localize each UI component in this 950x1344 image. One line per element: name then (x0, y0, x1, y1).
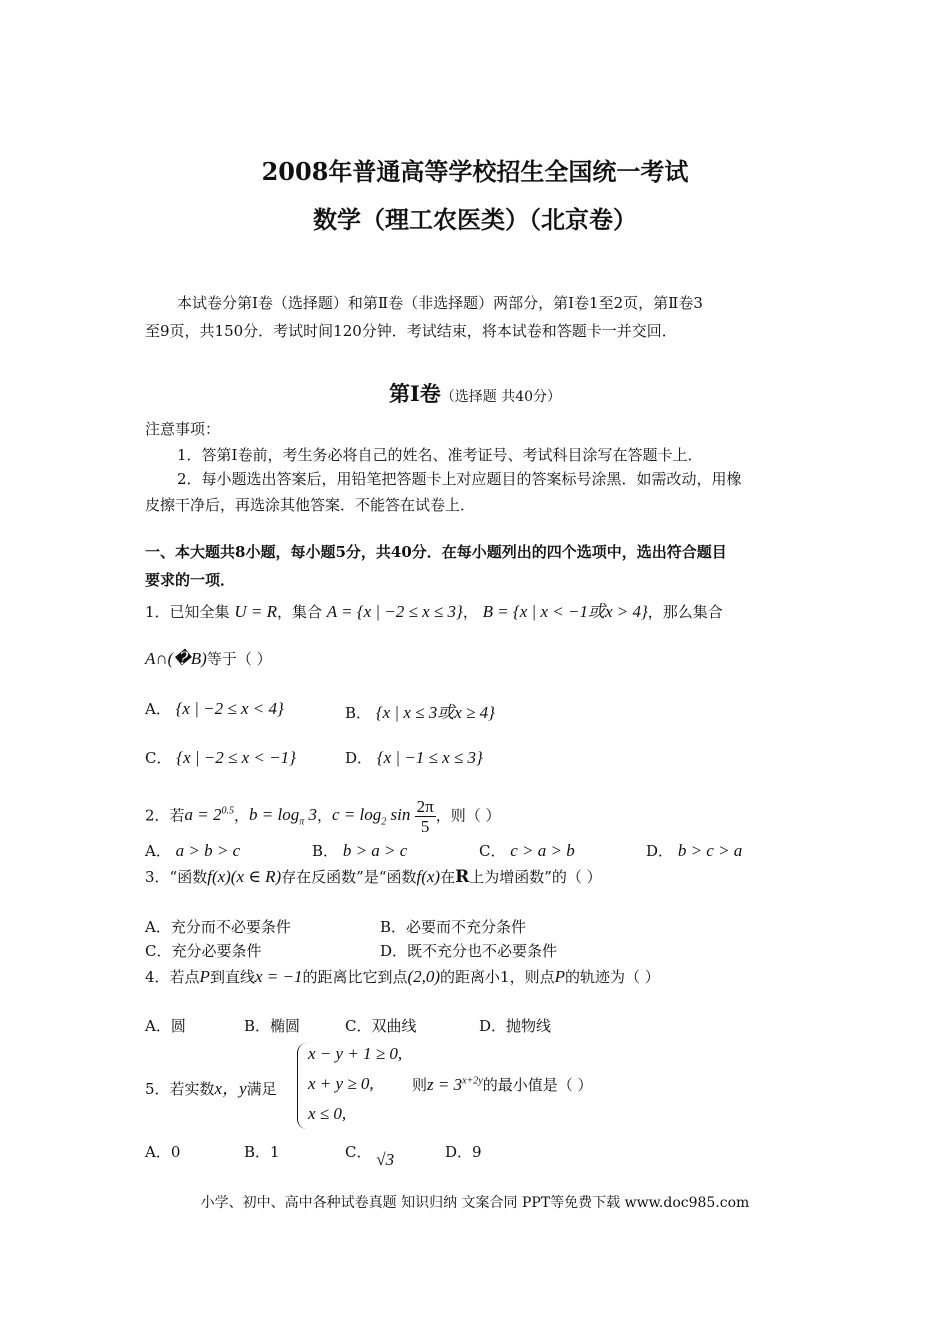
q2-c-base: 2 (381, 816, 387, 828)
q5-text2: 满足 (246, 1080, 277, 1098)
q1-option-c-value: {x | −2 ≤ x < −1} (176, 748, 296, 767)
q3-stem-text: 3．“函数 (145, 868, 208, 886)
q5-constraint2: x + y ≥ 0, (308, 1074, 374, 1093)
q1-text5: 等于（ ） (206, 650, 272, 668)
q2-c-log: c = log (332, 805, 382, 825)
q4-option-d: D．抛物线 (479, 1017, 552, 1035)
q2-c-denominator: 5 (420, 817, 430, 836)
q3-function1: f(x)(x ∈ R) (207, 867, 282, 886)
q4-fixed-point: (2,0) (407, 967, 441, 986)
q4-option-b: B．椭圆 (244, 1017, 301, 1035)
part1-note: （选择题 共40分） (440, 389, 562, 405)
q4-text4: 的距离小1，则点 (440, 968, 555, 986)
notice-item2-line1: 2．每小题选出答案后，用铅笔把答题卡上对应题目的答案标号涂黑．如需改动，用橡 (177, 470, 742, 488)
q2-stem-text: 2．若 (145, 806, 185, 825)
q4-stem-text: 4．若点 (145, 968, 200, 986)
intro-line1: 本试卷分第Ⅰ卷（选择题）和第Ⅱ卷（非选择题）两部分，第Ⅰ卷1至2页，第Ⅱ卷3 (177, 294, 703, 312)
q1-option-d-label: D． (345, 749, 373, 767)
q3-text2: 存在反函数”是“函数 (281, 868, 417, 886)
q5-z-exponent: x+2y (462, 1075, 483, 1087)
q2-option-d-value: b > c > a (677, 841, 743, 860)
page-footer: 小学、初中、高中各种试卷真题 知识归纳 文案合同 PPT等免费下载 www.doc985.com (200, 1195, 750, 1211)
q4-text3: 的距离比它到点 (302, 968, 408, 986)
q1-option-b (345, 698, 495, 723)
q2-option-d (646, 840, 742, 861)
q3-option-b: B．必要而不充分条件 (380, 918, 527, 936)
q5-text4: 的最小值是（ ） (482, 1076, 593, 1094)
q4-text5: 的轨迹为（ ） (564, 968, 660, 986)
q2-a (185, 805, 234, 824)
part1-heading (0, 378, 950, 408)
q2-c-numerator: 2π (416, 797, 434, 816)
q2-option-c-label: C． (479, 842, 506, 860)
q4-option-a: A．圆 (145, 1017, 186, 1035)
q2-b-arg: 3 (308, 805, 318, 825)
q2-c-fraction (415, 797, 436, 836)
q3-stem (145, 866, 602, 887)
q1-expression: A∩(�B) (145, 649, 207, 668)
q2-sep1: ， (234, 806, 250, 825)
intro-line2: 至9页，共150分．考试时间120分钟．考试结束，将本试卷和答题卡一并交回． (145, 322, 677, 340)
q2-option-a-label: A． (145, 842, 171, 860)
section1-line2: 要求的一项． (145, 571, 236, 589)
q5-stem-text: 5．若实数 (145, 1080, 215, 1098)
q1-universal-set: U = R (234, 602, 277, 621)
q1-text3: ， (462, 603, 478, 621)
part1-title: 第Ⅰ卷 (388, 381, 441, 406)
q3-function2: f(x) (416, 867, 441, 886)
q1-option-b-value: {x | x ≤ 3或x ≥ 4} (375, 703, 495, 722)
q4-stem (145, 966, 660, 987)
q2-c (332, 797, 436, 836)
q1-option-a (145, 698, 284, 719)
notice-item1: 1．答第Ⅰ卷前，考生务必将自己的姓名、准考证号、考试科目涂写在答题卡上． (177, 446, 703, 464)
q5-text3: 则 (412, 1076, 428, 1094)
q2-option-c-value: c > a > b (510, 841, 575, 860)
q2-option-c (479, 840, 575, 861)
q2-a-base: a = 2 (184, 805, 222, 825)
q1-option-a-label: A． (145, 700, 171, 718)
q5-option-b: B．1 (244, 1143, 280, 1161)
exam-title: 2008年普通高等学校招生全国统一考试 (261, 157, 689, 186)
q5-stem (145, 1074, 277, 1099)
q1-option-c (145, 747, 296, 768)
q2-option-b-label: B． (312, 842, 339, 860)
q1-option-b-label: B． (345, 704, 372, 722)
q5-option-c-value: √3 (376, 1150, 395, 1169)
q4-text2: 到直线 (209, 968, 255, 986)
q1-set-b: B = {x | x < −1或x > 4} (482, 602, 648, 621)
q2-sep2: ， (317, 806, 333, 825)
q3-text3: 在 (440, 868, 456, 886)
q2-option-a (145, 840, 240, 861)
q5-constraint3: x ≤ 0, (308, 1104, 347, 1123)
exam-subtitle: 数学（理工农医类）（北京卷） (313, 205, 637, 234)
section1-line1: 一、本大题共8小题，每小题5分，共40分．在每小题列出的四个选项中，选出符合题目 (145, 543, 727, 561)
q4-line: x = −1 (254, 967, 303, 986)
q2-c-sin: sin (390, 805, 411, 825)
q2-b (249, 805, 318, 828)
q2-option-b-value: b > a > c (342, 841, 408, 860)
q1-text2: ，集合 (276, 603, 322, 621)
q5-variables: x，y (214, 1079, 247, 1098)
q5-system-brace (297, 1043, 308, 1129)
q4-point-p2: P (554, 967, 565, 986)
q1-option-a-value: {x | −2 ≤ x < 4} (175, 699, 284, 718)
q5-option-a: A．0 (145, 1143, 181, 1161)
q1-option-d-value: {x | −1 ≤ x ≤ 3} (376, 748, 483, 767)
q1-text4: ，那么集合 (647, 603, 723, 621)
q5-option-c-label: C． (345, 1143, 372, 1161)
q4-option-c: C．双曲线 (345, 1017, 417, 1035)
q2-option-a-value: a > b > c (175, 841, 241, 860)
q1-option-c-label: C． (145, 749, 172, 767)
notice-item2-line2: 皮擦干净后，再选涂其他答案．不能答在试卷上． (145, 496, 476, 514)
q2-b-base: π (299, 816, 305, 828)
q5-z-base: z = 3 (427, 1075, 463, 1094)
q1-option-d (345, 747, 483, 768)
q2-a-exponent: 0.5 (221, 805, 235, 817)
q5-constraint1: x − y + 1 ≥ 0, (308, 1044, 403, 1063)
q1-stem-line2 (145, 648, 272, 669)
notice-label: 注意事项： (145, 420, 221, 438)
q1-set-a: A = {x | −2 ≤ x ≤ 3} (326, 602, 463, 621)
q5-option-c (345, 1141, 395, 1169)
q3-text4: 上为增函数”的（ ） (469, 868, 602, 886)
q1-stem (145, 597, 723, 622)
q4-point-p: P (199, 967, 210, 986)
q2-option-b (312, 840, 407, 861)
q2-b-log: b = log (249, 805, 300, 825)
q3-option-d: D．既不充分也不必要条件 (380, 942, 558, 960)
q3-option-a: A．充分而不必要条件 (145, 918, 291, 936)
q5-option-d: D．9 (445, 1143, 482, 1161)
q5-z (427, 1075, 483, 1094)
q2-option-d-label: D． (646, 842, 674, 860)
q3-real-set: R (455, 867, 470, 887)
q2-tail: ，则（ ） (435, 806, 501, 825)
q5-objective (412, 1074, 593, 1095)
q2-stem (145, 797, 501, 836)
q1-stem-text: 1．已知全集 (145, 603, 230, 621)
q3-option-c: C．充分必要条件 (145, 942, 262, 960)
